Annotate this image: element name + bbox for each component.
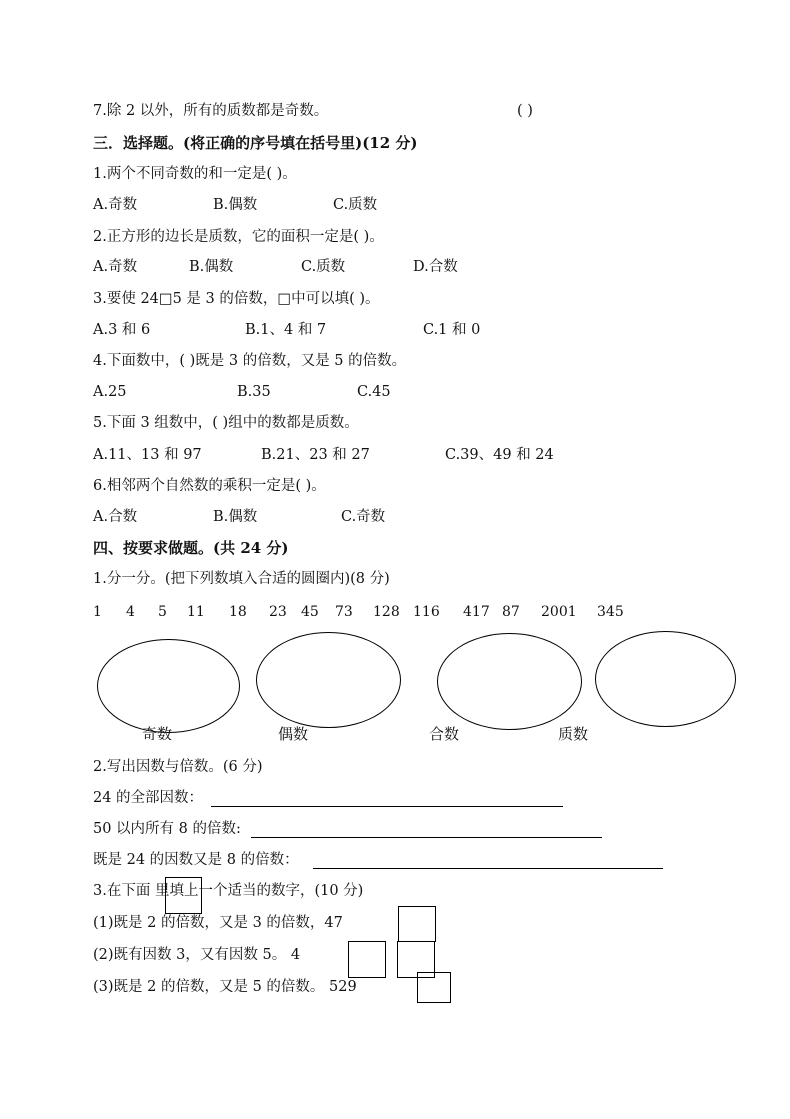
number-item: 5 (158, 604, 167, 620)
answer-line-3[interactable] (313, 868, 663, 869)
number-item: 345 (597, 604, 624, 620)
s3-q4-option-c: C.45 (357, 384, 391, 400)
s3-q3-option-a: A.3 和 6 (93, 322, 151, 338)
s4-q1-text: 1.分一分。(把下列数填入合适的圆圈内)(8 分) (93, 571, 390, 587)
number-item: 116 (413, 604, 440, 620)
s3-q5-option-c: C.39、49 和 24 (445, 447, 554, 463)
s3-q4-option-b: B.35 (237, 384, 271, 400)
s4-q3-part3: (3)既是 2 的倍数，又是 5 的倍数。 529 (93, 979, 357, 995)
s3-q6-option-b: B.偶数 (213, 509, 258, 525)
s3-q3-text: 3.要使 24□5 是 3 的倍数，□中可以填( )。 (93, 291, 380, 307)
number-item: 417 (463, 604, 490, 620)
circle-even[interactable] (256, 632, 401, 728)
answer-box-1[interactable] (398, 906, 436, 942)
number-item: 11 (187, 604, 205, 620)
s4-q2-text: 2.写出因数与倍数。(6 分) (93, 759, 263, 775)
s3-q2-option-c: C.质数 (301, 259, 346, 275)
s3-q2-option-b: B.偶数 (189, 259, 234, 275)
s3-q5-option-b: B.21、23 和 27 (261, 447, 370, 463)
s3-q1-option-a: A.奇数 (93, 197, 138, 213)
label-even: 偶数 (278, 725, 309, 743)
number-item: 4 (126, 604, 135, 620)
s4-q2-line1-label: 24 的全部因数： (93, 790, 204, 806)
s4-q3-text: 3.在下面 里填上一个适当的数字，(10 分) (93, 883, 364, 899)
s3-q6-option-a: A.合数 (93, 509, 138, 525)
s3-q2-option-a: A.奇数 (93, 259, 138, 275)
number-item: 23 (269, 604, 287, 620)
s3-q3-option-b: B.1、4 和 7 (245, 322, 327, 338)
section4-title: 四、按要求做题。(共 24 分) (93, 539, 289, 557)
s3-q5-text: 5.下面 3 组数中，( )组中的数都是质数。 (93, 415, 359, 431)
circle-composite[interactable] (437, 633, 582, 730)
s3-q5-option-a: A.11、13 和 97 (93, 447, 202, 463)
answer-line-1[interactable] (211, 806, 563, 807)
number-item: 45 (301, 604, 319, 620)
s3-q2-text: 2.正方形的边长是质数，它的面积一定是( )。 (93, 229, 384, 245)
s3-q3-option-c: C.1 和 0 (423, 322, 481, 338)
number-item: 87 (502, 604, 520, 620)
s3-q2-option-d: D.合数 (413, 259, 458, 275)
s4-q3-part2: (2)既有因数 3，又有因数 5。 4 (93, 947, 301, 963)
number-item: 18 (229, 604, 247, 620)
s3-q6-text: 6.相邻两个自然数的乘积一定是( )。 (93, 478, 326, 494)
judge-q7-answer-paren[interactable]: ( ) (517, 103, 533, 119)
label-odd: 奇数 (142, 725, 173, 740)
s3-q1-option-b: B.偶数 (213, 197, 258, 213)
s4-q3-part1: (1)既是 2 的倍数，又是 3 的倍数，47 (93, 915, 343, 931)
s4-q2-line2-label: 50 以内所有 8 的倍数: (93, 821, 241, 837)
s3-q1-text: 1.两个不同奇数的和一定是( )。 (93, 166, 297, 182)
s3-q6-option-c: C.奇数 (341, 509, 386, 525)
circle-odd[interactable] (97, 639, 240, 733)
number-item: 1 (93, 604, 102, 620)
s4-q2-line3-label: 既是 24 的因数又是 8 的倍数： (93, 852, 299, 868)
answer-line-2[interactable] (251, 837, 602, 838)
number-item: 73 (335, 604, 353, 620)
sample-box (165, 877, 202, 914)
judge-q7-text: 7.除 2 以外，所有的质数都是奇数。 (93, 103, 329, 119)
label-prime: 质数 (558, 725, 589, 743)
number-item: 128 (373, 604, 400, 620)
s3-q4-option-a: A.25 (93, 384, 127, 400)
s3-q1-option-c: C.质数 (333, 197, 378, 213)
section3-title: 三．选择题。(将正确的序号填在括号里)(12 分) (93, 134, 418, 152)
number-item: 2001 (541, 604, 577, 620)
circle-prime[interactable] (595, 631, 736, 727)
s3-q4-text: 4.下面数中，( )既是 3 的倍数，又是 5 的倍数。 (93, 353, 407, 369)
answer-box-2a[interactable] (348, 941, 386, 978)
label-composite: 合数 (429, 725, 460, 743)
answer-box-3[interactable] (417, 972, 451, 1003)
